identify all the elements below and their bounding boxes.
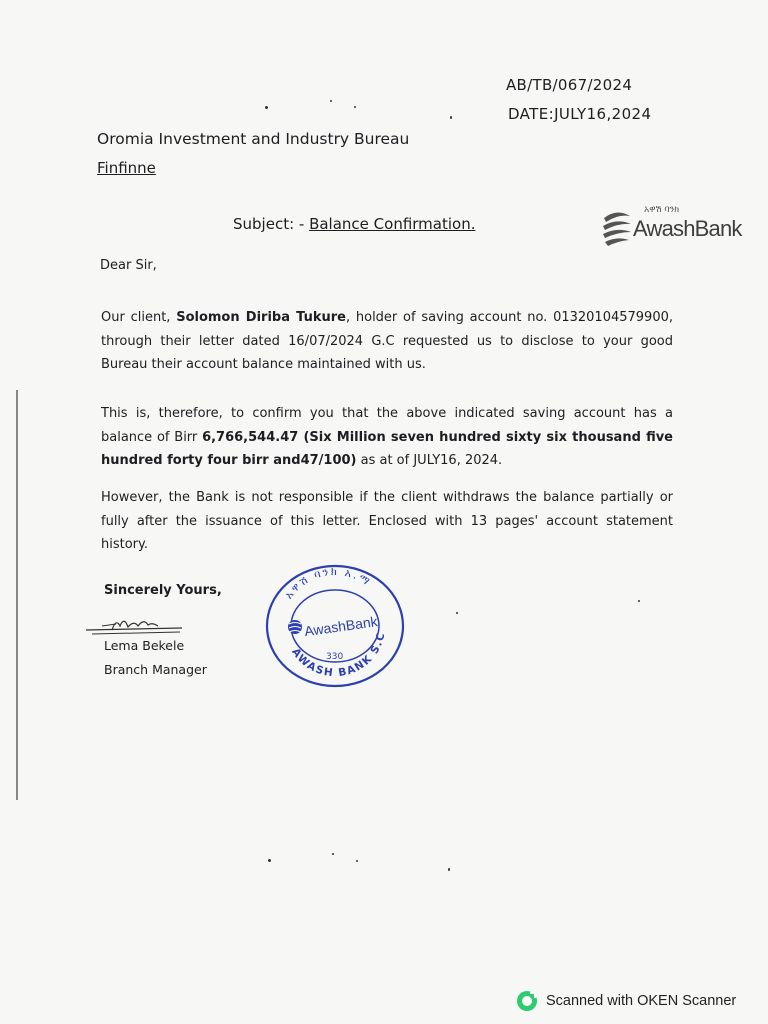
signer-name: Lema Bekele: [104, 638, 185, 653]
recipient-org: Oromia Investment and Industry Bureau: [97, 130, 410, 148]
scan-edge-line: [16, 390, 18, 800]
signature-image: [82, 612, 192, 640]
closing: Sincerely Yours,: [104, 583, 222, 598]
stamp-number: 330: [326, 652, 344, 662]
oken-scanner-icon: [516, 990, 538, 1012]
p2-text-1: This is, therefore, to confirm you that the above indicated saving account has a balance of Birr: [101, 406, 673, 445]
scanner-watermark: [516, 989, 736, 1013]
scan-speck: [330, 100, 332, 102]
stamp-brand: AwashBank: [303, 613, 379, 640]
subject-value: Balance Confirmation.: [309, 215, 476, 233]
bank-stamp: [262, 560, 408, 690]
signer-role: Branch Manager: [104, 662, 207, 677]
scan-speck: [265, 106, 268, 109]
scan-speck: [268, 859, 271, 862]
scan-speck: [354, 106, 356, 108]
balance-amount: 6,766,544.47 (Six Million seven hundred sixty six thousand five hundred forty four birr and47/100): [101, 429, 673, 468]
paragraph-balance: [101, 402, 673, 473]
scan-speck: [332, 853, 334, 855]
logo-amharic-text: አዋሽ ባንክ: [644, 205, 680, 215]
p1-text-1: Our client,: [101, 310, 177, 325]
scan-speck: [448, 868, 450, 871]
client-name: Solomon Diriba Tukure: [176, 310, 346, 325]
stamp-swirl-icon: [288, 620, 302, 634]
subject-label: Subject: -: [233, 215, 310, 233]
salutation: Dear Sir,: [100, 258, 157, 273]
account-number: 01320104579900: [553, 310, 669, 325]
paragraph-disclaimer: However, the Bank is not responsible if the client withdraws the balance partially or fully after the issuance of this letter. Enclosed with 13 pages' account statement history.: [101, 490, 673, 552]
logo-brand-text: AwashBank: [633, 216, 742, 241]
recipient-city: Finfinne: [97, 159, 156, 177]
scan-speck: [638, 600, 640, 602]
stamp-top-text: አዋሽ ባንክ አ.ማ: [282, 564, 374, 602]
scan-speck: [450, 116, 452, 119]
paragraph-client-details: [101, 306, 673, 377]
awash-bank-logo: [600, 203, 740, 253]
stamp-bottom-text: AWASH BANK S.C: [289, 630, 388, 680]
scan-speck: [456, 612, 458, 614]
p1-text-3: , through their letter dated: [101, 310, 674, 349]
scan-speck: [356, 860, 358, 862]
awash-swirl-icon: [600, 206, 634, 250]
p2-text-2: as at of JULY16, 2024.: [356, 453, 503, 468]
p1-text-2: , holder of saving account no.: [345, 310, 554, 325]
p1-text-4: requested us to disclose to your good Bureau their account balance maintained with us.: [101, 333, 673, 372]
client-letter-date: 16/07/2024 G.C: [288, 333, 395, 349]
reference-number: AB/TB/067/2024: [506, 76, 633, 94]
scanner-label: Scanned with OKEN Scanner: [546, 993, 737, 1009]
subject-line: [233, 215, 475, 233]
letter-date: DATE:JULY16,2024: [508, 105, 652, 123]
